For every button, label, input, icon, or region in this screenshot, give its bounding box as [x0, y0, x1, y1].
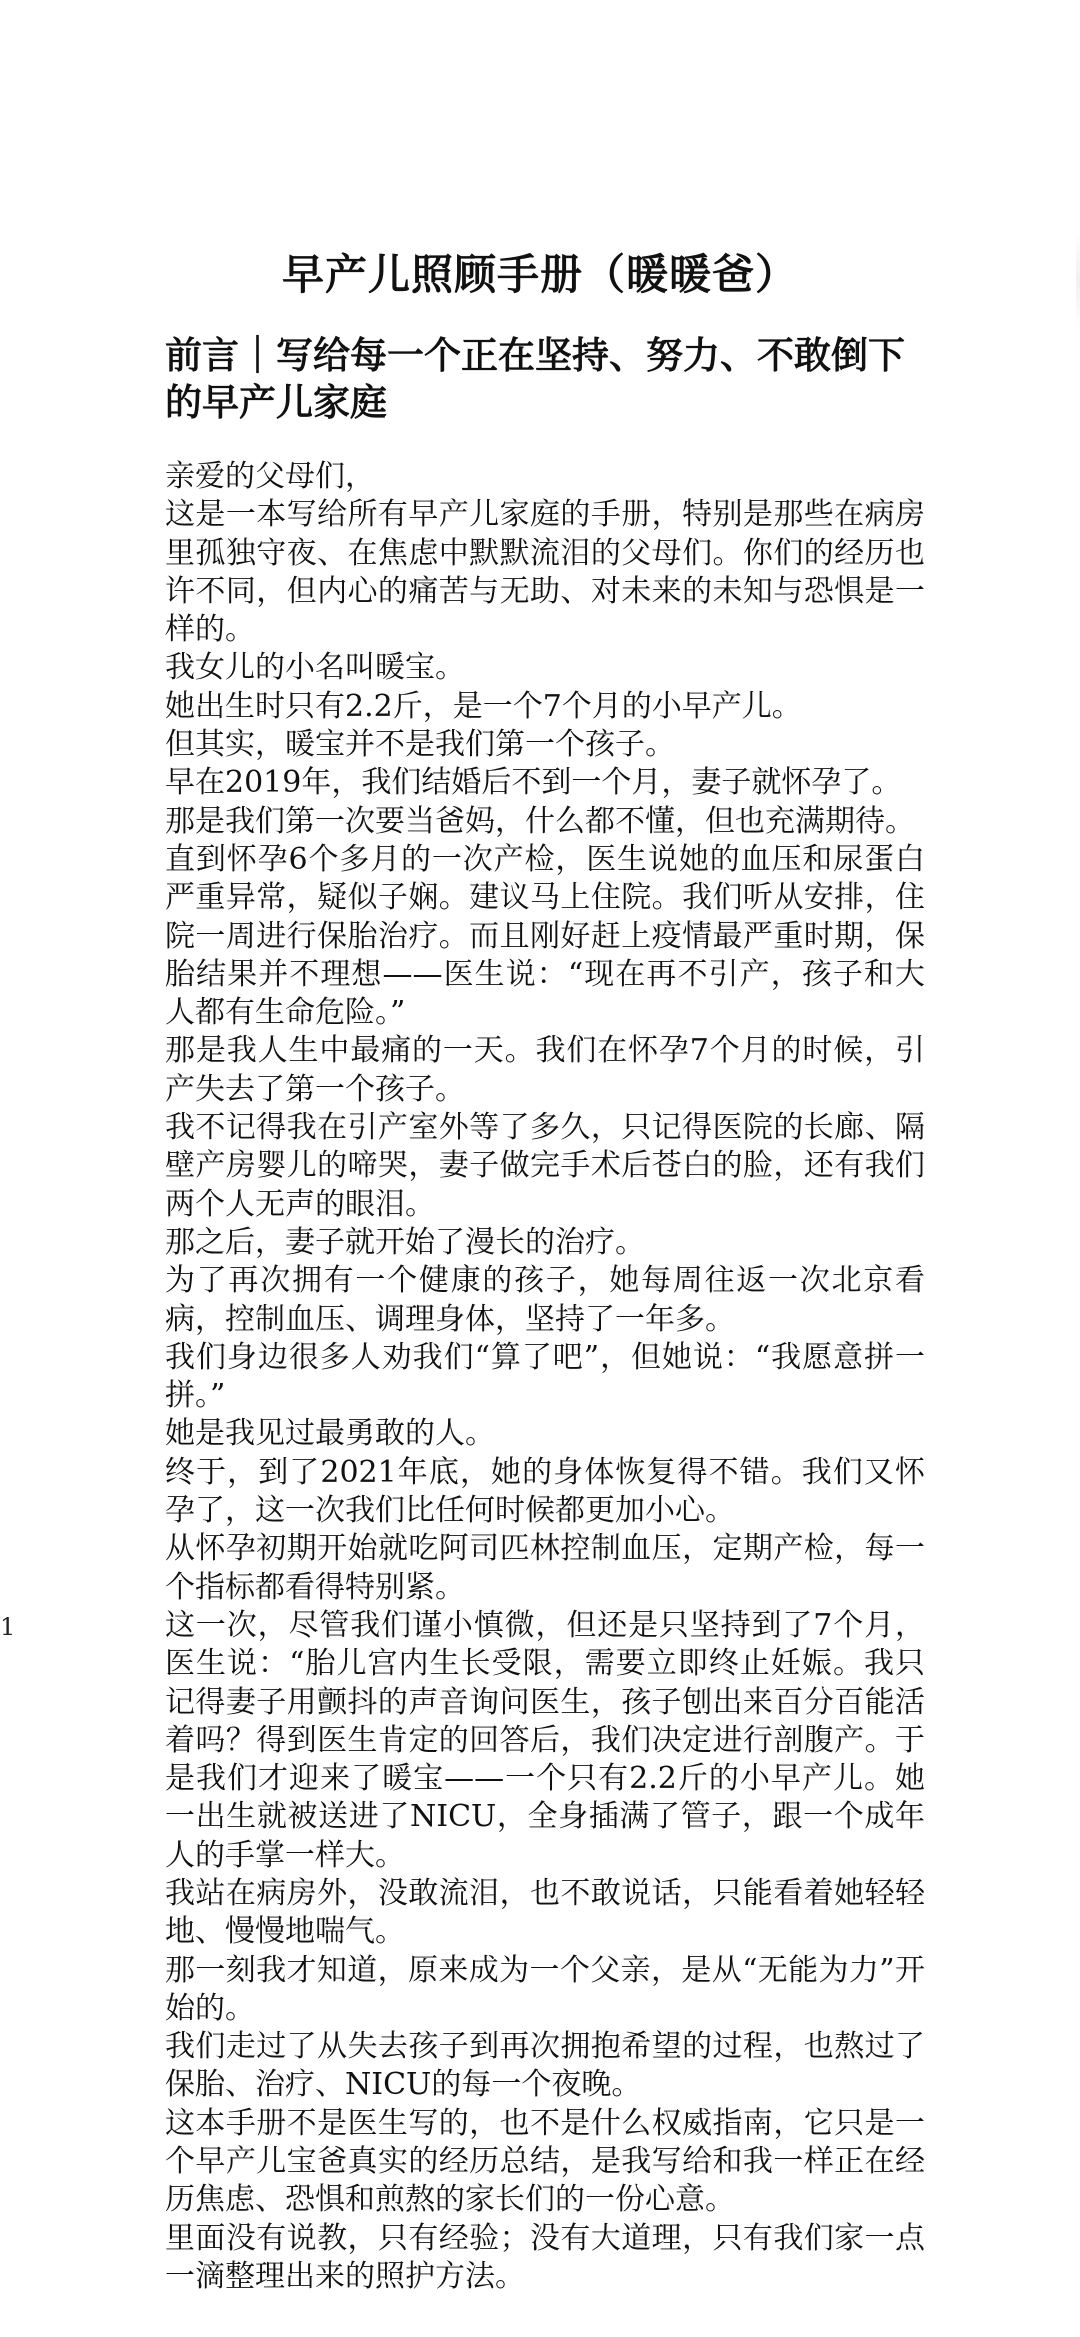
document-title: 早产儿照顾手册（暖暖爸）	[281, 250, 798, 299]
page-number: 1	[0, 1613, 16, 1641]
paragraph: 那是我们第一次要当爸妈，什么都不懂，但也充满期待。	[165, 803, 915, 839]
paragraph: 那一刻我才知道，原来成为一个父亲，是从“无能为力”开始的。	[165, 1952, 925, 2026]
paragraph: 直到怀孕6个多月的一次产检，医生说她的血压和尿蛋白严重异常，疑似子娴。建议马上住院。我们听从安排，住院一周进行保胎治疗。而且刚好赶上疫情最严重时期，保胎结果并不理想——医生说：“现在再不引产，孩子和大人都有生命危险。”	[165, 841, 925, 1031]
paragraph: 里面没有说教，只有经验；没有大道理，只有我们家一点一滴整理出来的照护方法。	[165, 2220, 925, 2294]
paragraph: 我不记得我在引产室外等了多久，只记得医院的长廊、隔壁产房婴儿的啼哭，妻子做完手术后苍白的脸，还有我们两个人无声的眼泪。	[165, 1110, 925, 1222]
section-heading: 前言｜写给每一个正在坚持、努力、不敢倒下的早产儿家庭	[165, 334, 905, 424]
paragraph: 我站在病房外，没敢流泪，也不敢说话，只能看着她轻轻地、慢慢地喘气。	[165, 1875, 925, 1950]
paragraph: 她是我见过最勇敢的人。	[165, 1416, 495, 1452]
body-text	[165, 458, 925, 2296]
paragraph: 这一次，尽管我们谨小慎微，但还是只坚持到了7个月，医生说：“胎儿宫内生长受限，需要立即终止妊娠。我只记得妻子用颤抖的声音询问医生，孩子刨出来百分百能活着吗？得到医生肯定的回答后，我们决定进行剖腹产。于是我们才迎来了暖宝——一个只有2.2斤的小早产儿。她一出生就被送进了NICU，全身插满了管子，跟一个成年人的手掌一样大。	[165, 1607, 925, 1873]
paragraph-salutation: 亲爱的父母们，	[165, 459, 375, 494]
paragraph: 从怀孕初期开始就吃阿司匹林控制血压，定期产检，每一个指标都看得特别紧。	[165, 1531, 925, 1605]
paragraph: 她出生时只有2.2斤，是一个7个月的小早产儿。	[165, 688, 802, 724]
paragraph: 但其实，暖宝并不是我们第一个孩子。	[165, 727, 675, 763]
paragraph: 我女儿的小名叫暖宝。	[165, 650, 465, 686]
paragraph: 那之后，妻子就开始了漫长的治疗。	[165, 1224, 645, 1260]
paragraph: 那是我人生中最痛的一天。我们在怀孕7个月的时候，引产失去了第一个孩子。	[165, 1033, 925, 1107]
paragraph: 为了再次拥有一个健康的孩子，她每周往返一次北京看病，控制血压、调理身体，坚持了一年多。	[165, 1263, 925, 1337]
paragraph: 我们走过了从失去孩子到再次拥抱希望的过程，也熬过了保胎、治疗、NICU的每一个夜晚。	[165, 2029, 925, 2103]
paragraph: 早在2019年，我们结婚后不到一个月，妻子就怀孕了。	[165, 765, 902, 801]
paragraph: 这是一本写给所有早产儿家庭的手册，特别是那些在病房里孤独守夜、在焦虑中默默流泪的父母们。你们的经历也许不同，但内心的痛苦与无助、对未来的未知与恐惧是一样的。	[165, 497, 925, 648]
paragraph: 这本手册不是医生写的，也不是什么权威指南，它只是一个早产儿宝爸真实的经历总结，是我写给和我一样正在经历焦虑、恐惧和煎熬的家长们的一份心意。	[165, 2105, 925, 2218]
paragraph: 终于，到了2021年底，她的身体恢复得不错。我们又怀孕了，这一次我们比任何时候都更加小心。	[165, 1454, 925, 1529]
paragraph: 我们身边很多人劝我们“算了吧”，但她说：“我愿意拼一拼。”	[165, 1339, 925, 1414]
